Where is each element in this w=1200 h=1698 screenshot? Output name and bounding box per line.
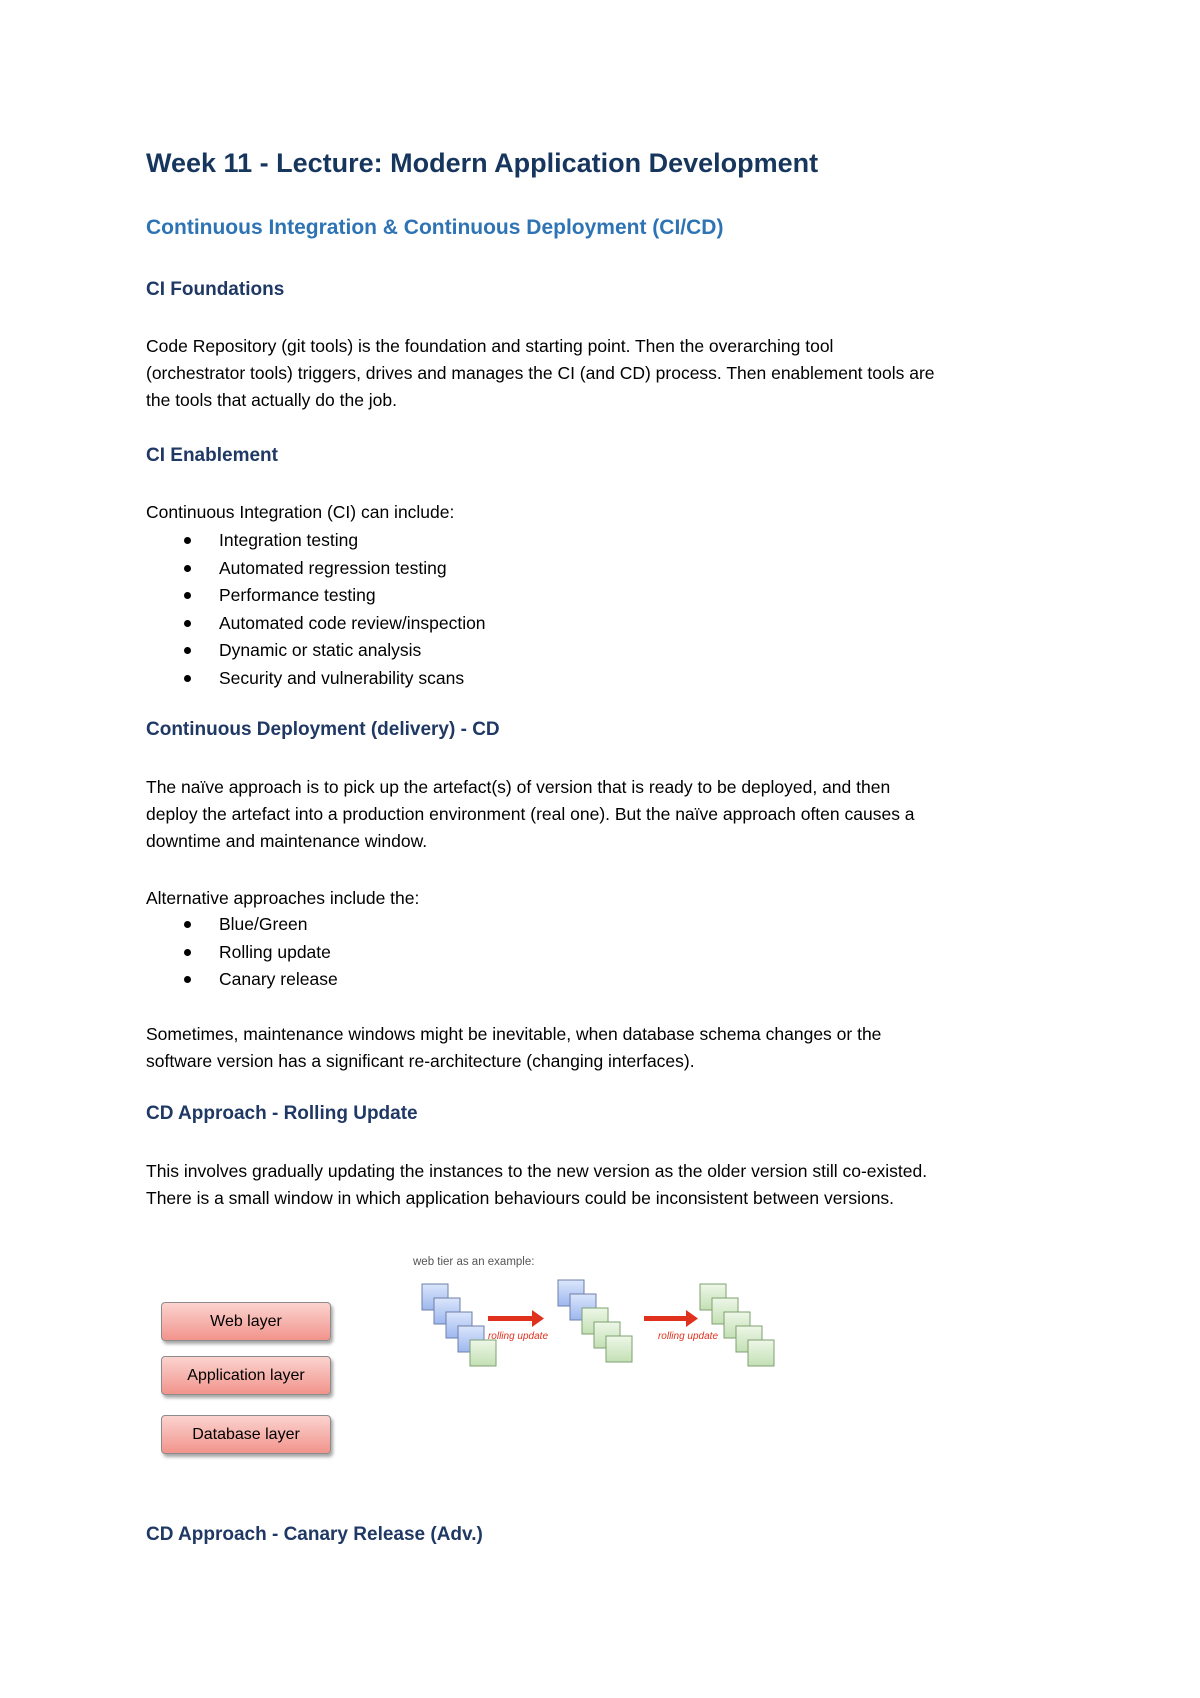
- list-item: Security and vulnerability scans: [146, 665, 486, 693]
- paragraph-line: Sometimes, maintenance windows might be inevitable, when database schema changes or the: [146, 1024, 882, 1044]
- cd-alt-list: [146, 911, 338, 994]
- cd-paragraph: [146, 774, 1066, 855]
- bullet-icon: [184, 647, 191, 654]
- paragraph-line: Continuous Integration (CI) can include:: [146, 502, 455, 522]
- paragraph-line: software version has a significant re-architecture (changing interfaces).: [146, 1051, 695, 1071]
- rolling-update-arrow-icon: [644, 1310, 718, 1342]
- list-item: Rolling update: [146, 939, 338, 967]
- list-item: Automated regression testing: [146, 555, 486, 583]
- stage-1-instances: [422, 1284, 496, 1366]
- paragraph-line: deploy the artefact into a production environment (real one). But the naïve approach often causes a: [146, 804, 915, 824]
- stage-3-instances: [700, 1284, 774, 1366]
- paragraph-line: The naïve approach is to pick up the artefact(s) of version that is ready to be deployed, and then: [146, 777, 891, 797]
- bullet-icon: [184, 675, 191, 682]
- bullet-icon: [184, 620, 191, 627]
- paragraph-line: downtime and maintenance window.: [146, 831, 428, 851]
- bullet-icon: [184, 949, 191, 956]
- ci-enablement-intro: [146, 499, 1066, 526]
- cd-alt-intro: [146, 885, 1066, 912]
- diagram-caption: web tier as an example:: [413, 1256, 535, 1268]
- paragraph-line: (orchestrator tools) triggers, drives and manages the CI (and CD) process. Then enablement tools are: [146, 363, 935, 383]
- stage-2-instances: [558, 1280, 632, 1362]
- list-item: Integration testing: [146, 527, 486, 555]
- paragraph-line: Code Repository (git tools) is the foundation and starting point. Then the overarching tool: [146, 336, 834, 356]
- ci-enablement-list: [146, 527, 486, 692]
- paragraph-line: This involves gradually updating the instances to the new version as the older version still co-existed.: [146, 1161, 928, 1181]
- section-heading: Continuous Integration & Continuous Deployment (CI/CD): [146, 216, 724, 239]
- database-layer-box: Database layer: [161, 1415, 331, 1454]
- cd-note-paragraph: [146, 1021, 1066, 1075]
- canary-heading: CD Approach - Canary Release (Adv.): [146, 1524, 483, 1545]
- paragraph-line: Alternative approaches include the:: [146, 888, 420, 908]
- rolling-update-diagram: [410, 1272, 810, 1392]
- page-title: Week 11 - Lecture: Modern Application Development: [146, 148, 819, 178]
- ci-foundations-paragraph: [146, 333, 1066, 414]
- arrow-label: rolling update: [657, 1331, 719, 1342]
- rolling-update-paragraph: [146, 1158, 1066, 1212]
- list-item: Dynamic or static analysis: [146, 637, 486, 665]
- bullet-icon: [184, 921, 191, 928]
- bullet-icon: [184, 537, 191, 544]
- bullet-icon: [184, 565, 191, 572]
- web-layer-box: Web layer: [161, 1302, 331, 1341]
- paragraph-line: the tools that actually do the job.: [146, 390, 397, 410]
- rolling-update-arrow-icon: [488, 1310, 548, 1342]
- bullet-icon: [184, 976, 191, 983]
- cd-heading: Continuous Deployment (delivery) - CD: [146, 719, 500, 740]
- ci-enablement-heading: CI Enablement: [146, 445, 278, 466]
- list-item: Automated code review/inspection: [146, 610, 486, 638]
- list-item: Canary release: [146, 966, 338, 994]
- ci-foundations-heading: CI Foundations: [146, 279, 285, 300]
- list-item: Blue/Green: [146, 911, 338, 939]
- rolling-update-heading: CD Approach - Rolling Update: [146, 1103, 418, 1124]
- application-layer-box: Application layer: [161, 1356, 331, 1395]
- arrow-label: rolling update: [487, 1331, 549, 1342]
- paragraph-line: There is a small window in which application behaviours could be inconsistent between versions.: [146, 1188, 895, 1208]
- bullet-icon: [184, 592, 191, 599]
- list-item: Performance testing: [146, 582, 486, 610]
